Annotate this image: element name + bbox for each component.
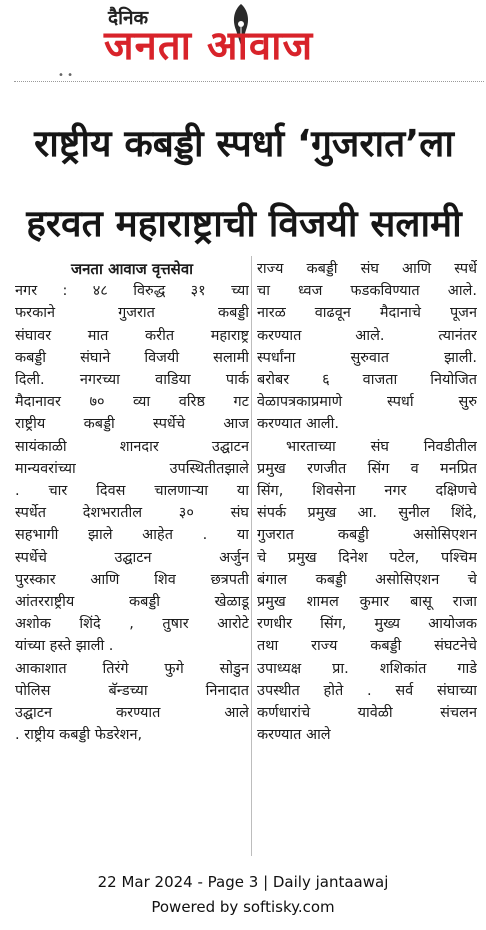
article-line: . राष्ट्रीय कबड्डी फेडरेशन,	[15, 727, 143, 744]
article-line: नगर : ४८ विरुद्ध ३१ च्या	[15, 283, 249, 300]
article-line: मान्यवरांच्या उपस्थितीतझाले	[15, 460, 249, 477]
left-column-text	[15, 280, 249, 746]
article-line: बंगाल कबड्डी असोसिएशन चे	[257, 571, 477, 588]
article-line: बरोबर ६ वाजता नियोजित	[257, 372, 477, 389]
article-column-left	[15, 258, 249, 746]
masthead	[0, 0, 486, 80]
article-line: स्पर्धेत देशभरातील ३० संघ	[15, 505, 249, 522]
headline-line-2: हरवत महाराष्ट्राची विजयी सलामी	[26, 202, 462, 245]
article-line: सहभागी झाले आहेत . या	[15, 527, 249, 544]
article-line: राज्य कबड्डी संघ आणि स्पर्धे	[257, 261, 477, 277]
article-line: प्रमुख रणजीत सिंग व मनप्रित	[257, 460, 477, 477]
article-line: स्पर्धांना सुरुवात झाली.	[257, 349, 477, 366]
article-line: पोलिस बॅन्डच्या निनादात	[15, 682, 249, 699]
article-line: संपर्क प्रमुख आ. सुनील शिंदे,	[257, 505, 477, 522]
article-line: करण्यात आले. त्यानंतर	[257, 327, 477, 344]
article-line: आंतरराष्ट्रीय कबड्डी खेळाडू	[15, 594, 249, 611]
article-line: आकाशात तिरंगे फुगे सोडुन	[15, 660, 249, 677]
masthead-divider	[14, 81, 484, 82]
article-line: सायंकाळी शानदार उद्घाटन	[15, 438, 249, 455]
article-line: राष्ट्रीय कबड्डी स्पर्धेचे आज	[15, 416, 249, 433]
article-line: स्पर्धेचे उद्घाटन अर्जुन	[15, 549, 249, 566]
article-line: उद्घाटन करण्यात आले	[15, 705, 249, 722]
article-line: वेळापत्रकाप्रमाणे स्पर्धा सुरु	[257, 394, 477, 411]
article-line: उपस्थीत होते . सर्व संघाच्या	[257, 682, 477, 699]
article-line: गुजरात कबड्डी असोसिएशन	[257, 527, 477, 544]
article-line: यांच्या हस्ते झाली .	[15, 638, 114, 655]
article-line: सिंग, शिवसेना नगर दक्षिणचे	[257, 483, 477, 500]
footer-powered-by: Powered by softisky.com	[151, 898, 335, 916]
article-column-right	[257, 258, 477, 746]
article-line: भारताच्या संघ निवडीतील	[286, 438, 477, 455]
article-line: नारळ वाढवून मैदानाचे पूजन	[257, 305, 477, 322]
article-line: कबड्डी संघाने विजयी सलामी	[15, 349, 249, 366]
article-line: मैदानावर ७० व्या वरिष्ठ गट	[15, 394, 249, 411]
headline	[10, 104, 478, 264]
article-line: तथा राज्य कबड्डी संघटनेचे	[257, 638, 477, 655]
masthead-title: जनता आवाज	[104, 23, 314, 69]
article-line: संघावर मात करीत महाराष्ट्र	[15, 327, 249, 344]
article-line: पुरस्कार आणि शिव छत्रपती	[15, 571, 249, 588]
byline: जनता आवाज वृत्तसेवा	[70, 260, 194, 278]
article-line: करण्यात आले	[257, 727, 331, 744]
right-column-text	[257, 258, 477, 746]
footer-date-page: 22 Mar 2024 - Page 3 | Daily jantaawaj	[97, 873, 389, 891]
article-line: चे प्रमुख दिनेश पटेल, पश्चिम	[257, 549, 477, 566]
article-line: अशोक शिंदे , तुषार आरोटे	[15, 616, 249, 633]
article-line: रणधीर सिंग, मुख्य आयोजक	[257, 616, 477, 633]
column-divider	[251, 256, 252, 856]
separator-dots: • •	[58, 70, 73, 81]
headline-line-1: राष्ट्रीय कबड्डी स्पर्धा ‘गुजरात’ला	[34, 122, 454, 165]
masthead-prefix: दैनिक	[108, 7, 149, 29]
article-line: उपाध्यक्ष प्रा. शशिकांत गाडे	[257, 660, 477, 677]
article-line: दिली. नगरच्या वाडिया पार्क	[15, 372, 249, 389]
article-line: . चार दिवस चालणाऱ्या या	[15, 483, 249, 500]
article-line: करण्यात आली.	[257, 416, 340, 433]
page-footer	[0, 870, 486, 920]
article-line: प्रमुख शामल कुमार बासू राजा	[257, 594, 477, 611]
article-line: फरकाने गुजरात कबड्डी	[15, 305, 249, 322]
article-line: चा ध्वज फडकविण्यात आले.	[257, 283, 477, 300]
article-line: कर्णधारांचे यावेळी संचलन	[257, 705, 477, 722]
